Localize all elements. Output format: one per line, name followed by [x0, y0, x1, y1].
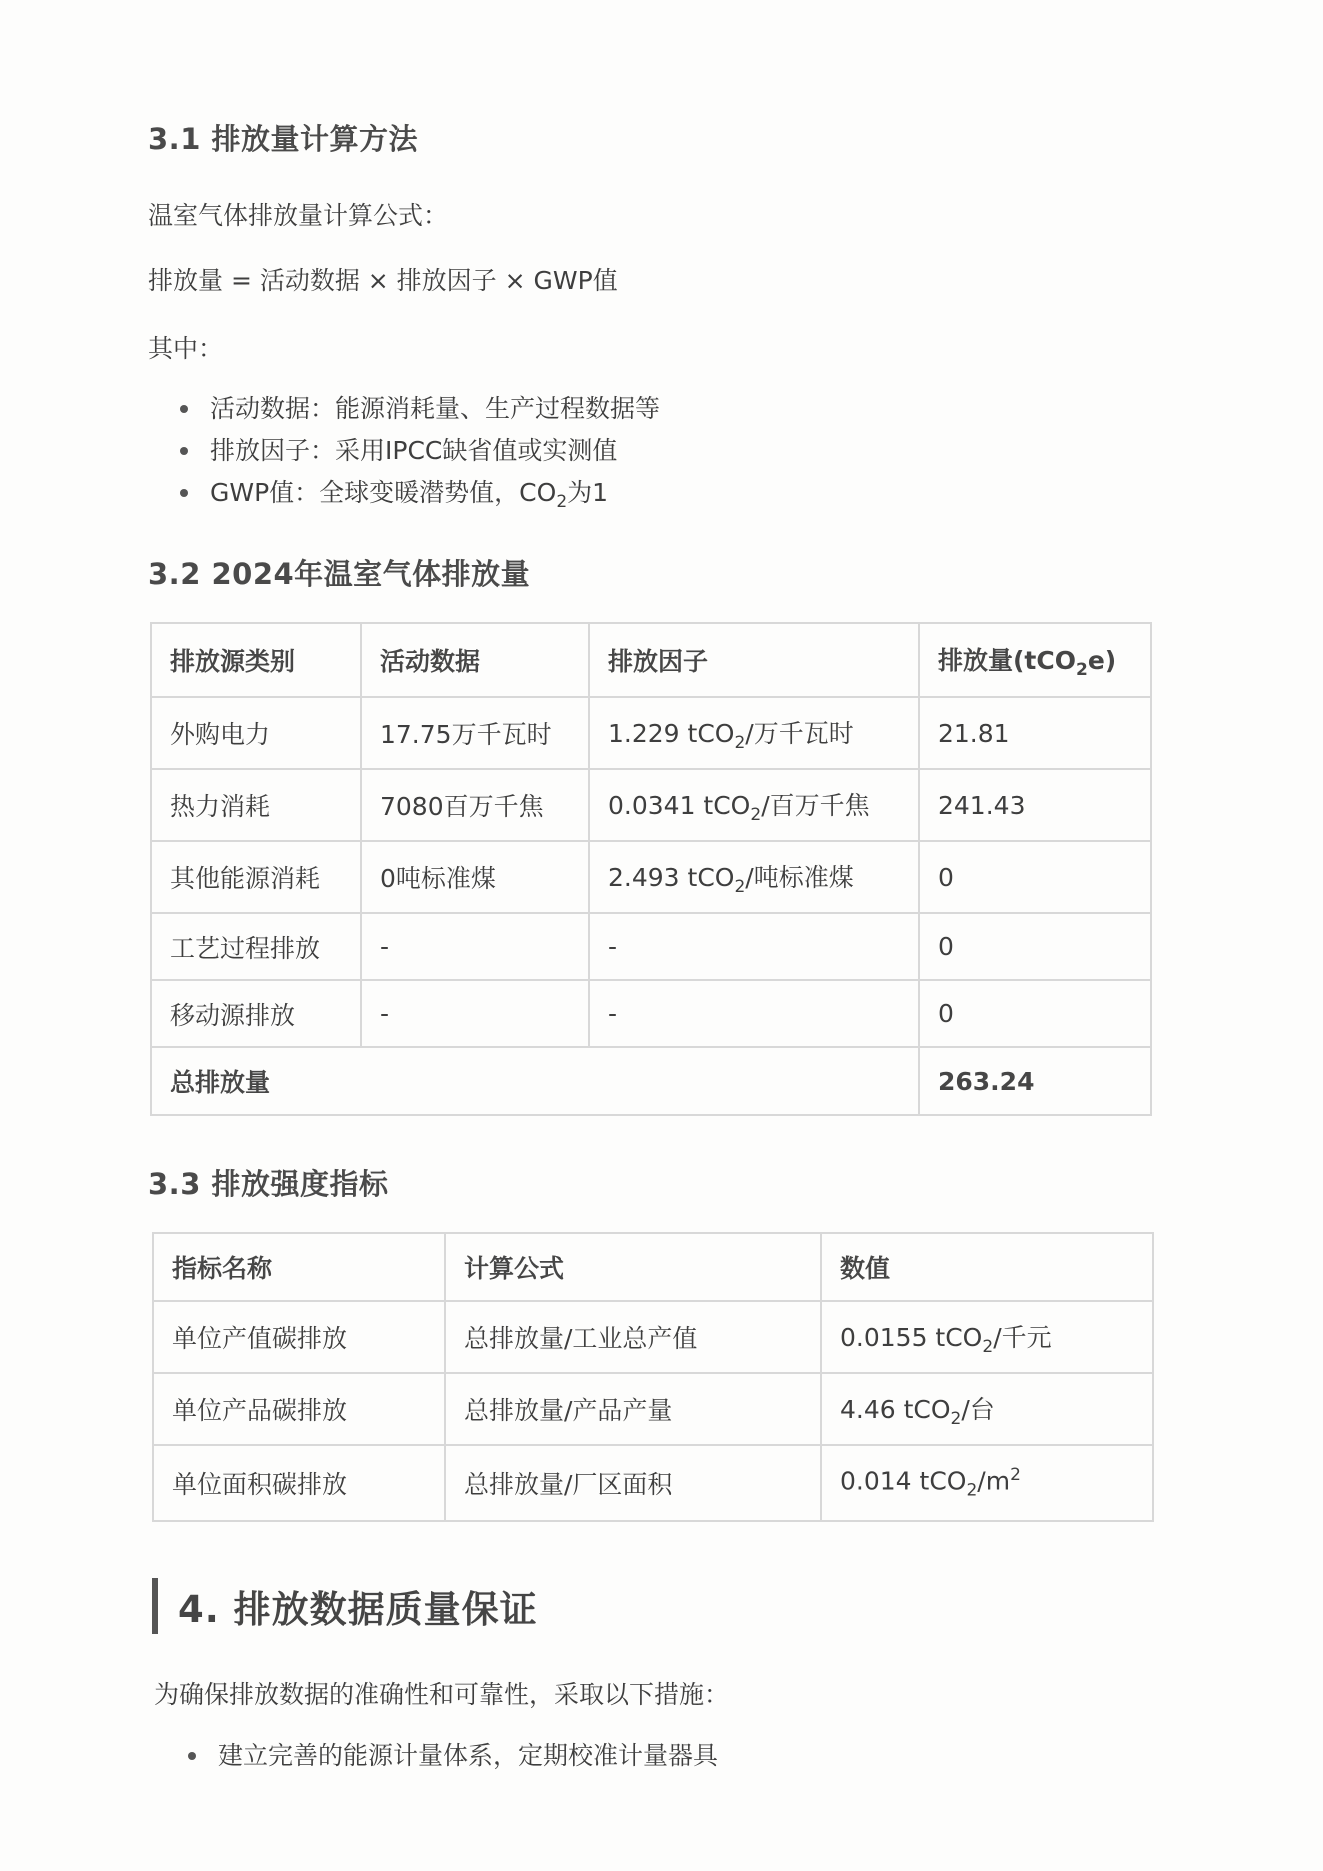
formula-terms-list	[148, 388, 660, 514]
table-cell: 单位产值碳排放	[153, 1301, 445, 1373]
formula-intro: 温室气体排放量计算公式：	[148, 201, 449, 230]
column-header: 数值	[821, 1233, 1153, 1301]
table-cell: 工艺过程排放	[151, 913, 361, 980]
column-header: 排放源类别	[151, 623, 361, 697]
list-item: 活动数据：能源消耗量、生产过程数据等	[148, 388, 660, 430]
table-cell: 外购电力	[151, 697, 361, 769]
table-cell: 总排放量/厂区面积	[445, 1445, 821, 1521]
table-cell: 0	[919, 913, 1151, 980]
table-row	[153, 1301, 1153, 1373]
table-cell: -	[361, 913, 589, 980]
table-header-row	[153, 1233, 1153, 1301]
table-cell: 总排放量/产品产量	[445, 1373, 821, 1445]
table-row	[153, 1373, 1153, 1445]
table-cell: 0.014 $tCO_2/m^2$	[821, 1445, 1153, 1521]
total-label: 总排放量	[151, 1047, 919, 1115]
section-4-intro: 为确保排放数据的准确性和可靠性，采取以下措施：	[154, 1680, 730, 1709]
quality-measures-list	[156, 1735, 718, 1777]
intensity-table	[152, 1232, 1154, 1522]
emissions-table	[150, 622, 1152, 1116]
section-3-1-heading: 3.1 排放量计算方法	[148, 122, 418, 156]
section-4-heading: 4. 排放数据质量保证	[178, 1588, 538, 1631]
table-row	[151, 697, 1151, 769]
table-total-row	[151, 1047, 1151, 1115]
table-cell: 21.81	[919, 697, 1151, 769]
table-cell: 0吨标准煤	[361, 841, 589, 913]
section-4-heading-block	[152, 1578, 538, 1634]
table-cell: 单位面积碳排放	[153, 1445, 445, 1521]
table-row	[151, 769, 1151, 841]
column-header: 排放因子	[589, 623, 919, 697]
table-cell: 0.0155 tCO$_2$/千元	[821, 1301, 1153, 1373]
table-cell: 单位产品碳排放	[153, 1373, 445, 1445]
table-cell: 0.0341 tCO$_2$/百万千焦	[589, 769, 919, 841]
table-row	[151, 913, 1151, 980]
table-cell: 7080百万千焦	[361, 769, 589, 841]
table-cell: -	[589, 980, 919, 1047]
table-cell: 17.75万千瓦时	[361, 697, 589, 769]
list-item: 建立完善的能源计量体系，定期校准计量器具	[156, 1735, 718, 1777]
table-cell: 4.46 tCO$_2$/台	[821, 1373, 1153, 1445]
table-cell: 2.493 tCO$_2$/吨标准煤	[589, 841, 919, 913]
table-cell: 0	[919, 980, 1151, 1047]
table-header-row	[151, 623, 1151, 697]
column-header: 排放量(tCO$_2$e)	[919, 623, 1151, 697]
column-header: 计算公式	[445, 1233, 821, 1301]
table-cell: 移动源排放	[151, 980, 361, 1047]
table-cell: 1.229 tCO$_2$/万千瓦时	[589, 697, 919, 769]
table-row	[151, 841, 1151, 913]
where-label: 其中：	[148, 334, 224, 363]
table-cell: 241.43	[919, 769, 1151, 841]
table-cell: 其他能源消耗	[151, 841, 361, 913]
table-cell: 0	[919, 841, 1151, 913]
formula-text: 排放量 = 活动数据 × 排放因子 × GWP值	[148, 266, 618, 295]
table-row	[151, 980, 1151, 1047]
column-header: 活动数据	[361, 623, 589, 697]
table-cell: 热力消耗	[151, 769, 361, 841]
column-header: 指标名称	[153, 1233, 445, 1301]
total-value: 263.24	[919, 1047, 1151, 1115]
table-row	[153, 1445, 1153, 1521]
section-3-3-heading: 3.3 排放强度指标	[148, 1167, 389, 1201]
table-cell: -	[589, 913, 919, 980]
list-item: 排放因子：采用IPCC缺省值或实测值	[148, 430, 660, 472]
section-3-2-heading: 3.2 2024年温室气体排放量	[148, 557, 531, 591]
table-cell: -	[361, 980, 589, 1047]
table-cell: 总排放量/工业总产值	[445, 1301, 821, 1373]
list-item: GWP值：全球变暖潜势值，$CO_2$为1	[148, 472, 660, 514]
